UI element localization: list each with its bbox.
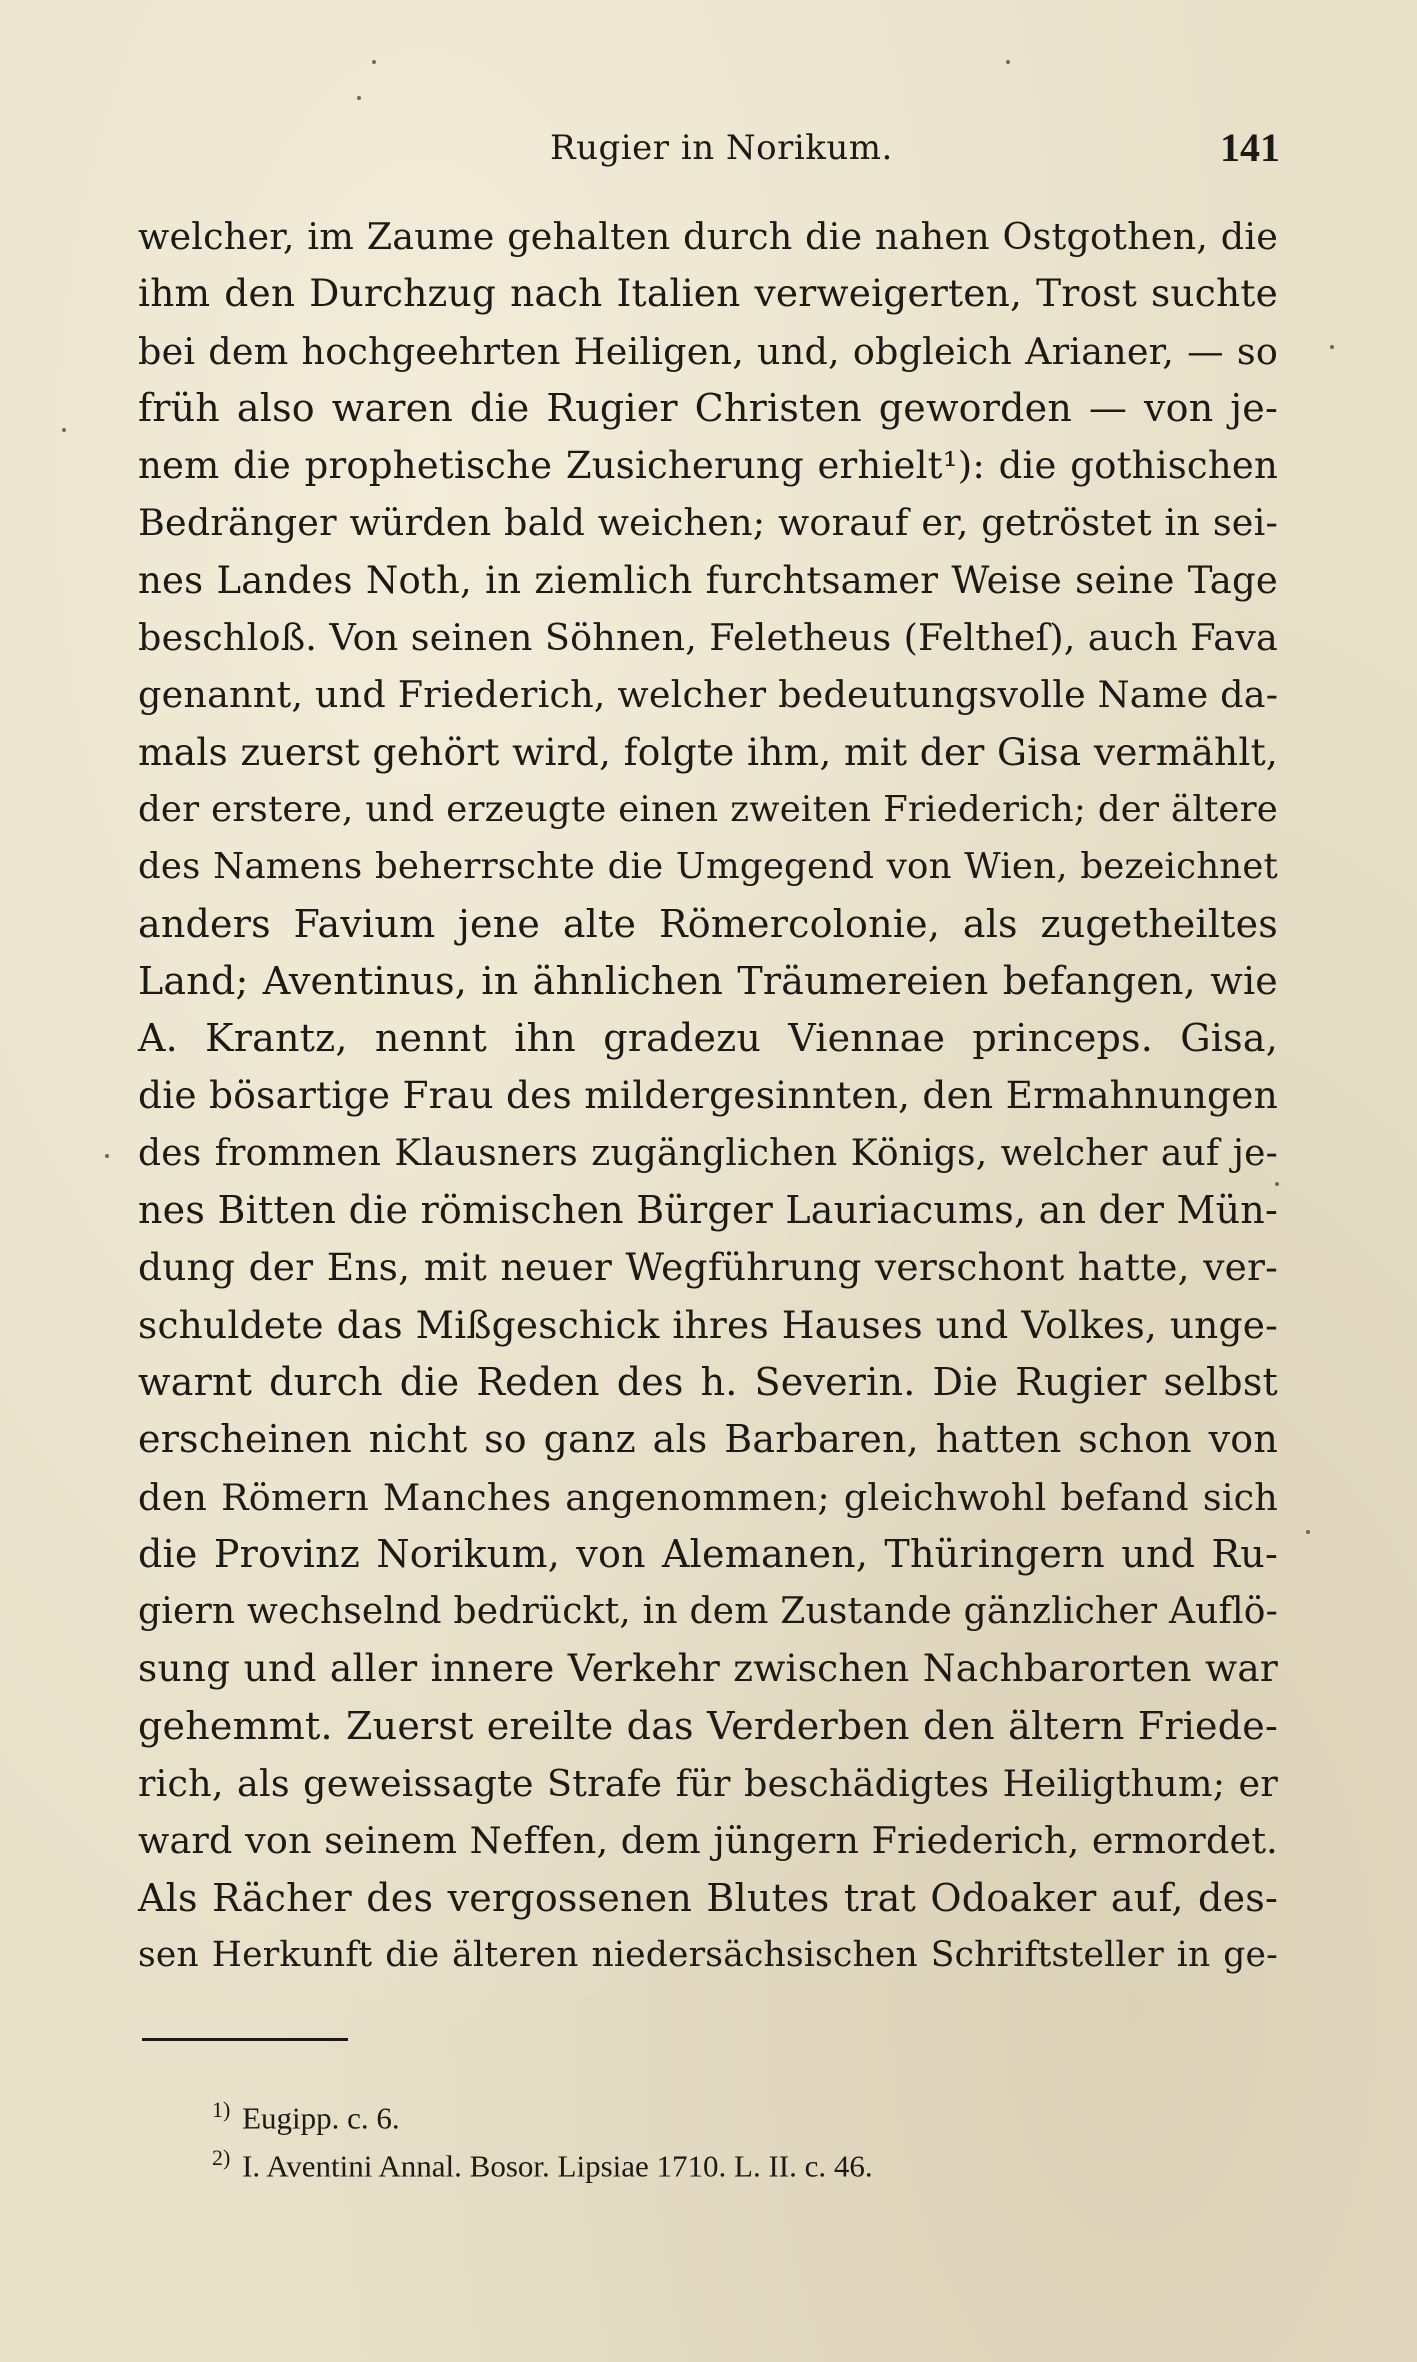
- footnotes: [212, 2086, 1212, 2182]
- text-line: nem die prophetische Zusicherung erhielt¹): die gothischen: [138, 444, 1278, 488]
- text-line: giern wechselnd bedrückt, in dem Zustande gänzlicher Auflö-: [138, 1591, 1278, 1633]
- text-line: schuldete das Mißgeschick ihres Hauses und Volkes, unge-: [138, 1302, 1278, 1347]
- text-line: dung der Ens, mit neuer Wegführung verschont hatte, ver-: [138, 1245, 1278, 1290]
- text-line: Land; Aventinus, in ähnlichen Träumereien befangen, wie: [138, 958, 1278, 1003]
- text-line: erscheinen nicht so ganz als Barbaren, hatten schon von: [138, 1417, 1278, 1462]
- text-line: gehemmt. Zuerst ereilte das Verderben den ältern Friede-: [138, 1703, 1278, 1748]
- footnote-text: I. Aventini Annal. Bosor. Lipsiae 1710. L. II. c. 46.: [242, 2148, 873, 2184]
- text-line: den Römern Manches angenommen; gleichwohl befand sich: [138, 1475, 1278, 1519]
- scan-speck: [1275, 1182, 1279, 1186]
- footnote: [212, 2086, 1212, 2134]
- text-line: ward von seinem Neffen, dem jüngern Friederich, ermordet.: [138, 1819, 1278, 1863]
- text-line: der erstere, und erzeugte einen zweiten Friederich; der ältere: [138, 788, 1278, 830]
- text-line: früh also waren die Rugier Christen geworden — von je-: [138, 385, 1278, 430]
- footnote-mark: 1): [212, 2097, 231, 2122]
- text-line: sung und aller innere Verkehr zwischen Nachbarorten war: [138, 1646, 1278, 1691]
- page-number: 141: [1220, 125, 1280, 170]
- scan-speck: [62, 428, 66, 432]
- footnote-rule: [142, 2038, 348, 2041]
- text-line: Als Rächer des vergossenen Blutes trat Odoaker auf, des-: [138, 1875, 1278, 1920]
- text-line: sen Herkunft die älteren niedersächsischen Schriftsteller in ge-: [138, 1934, 1278, 1975]
- body-text: [138, 208, 1278, 1984]
- text-line: warnt durch die Reden des h. Severin. Die Rugier selbst: [138, 1359, 1278, 1404]
- text-line: des Namens beherrschte die Umgegend von Wien, bezeichnet: [138, 846, 1278, 888]
- footnote: [212, 2134, 1212, 2182]
- text-line: Bedränger würden bald weichen; worauf er, getröstet in sei-: [138, 501, 1278, 545]
- footnote-mark: 2): [212, 2145, 231, 2170]
- scan-speck: [1306, 1530, 1310, 1534]
- text-line: ihm den Durchzug nach Italien verweigerten, Trost suchte: [138, 271, 1278, 316]
- running-title: Rugier in Norikum.: [550, 128, 893, 168]
- text-line: des frommen Klausners zugänglichen Königs, welcher auf je-: [138, 1132, 1278, 1174]
- text-line: mals zuerst gehört wird, folgte ihm, mit der Gisa vermählt,: [138, 729, 1278, 774]
- footnote-text: Eugipp. c. 6.: [242, 2100, 400, 2136]
- text-line: anders Favium jene alte Römercolonie, als zugetheiltes: [138, 901, 1278, 946]
- scan-speck: [1006, 60, 1010, 64]
- text-line: A. Krantz, nennt ihn gradezu Viennae princeps. Gisa,: [138, 1016, 1278, 1061]
- text-line: genannt, und Friederich, welcher bedeutungsvolle Name da-: [138, 673, 1279, 717]
- scan-speck: [105, 1154, 109, 1158]
- text-line: bei dem hochgeehrten Heiligen, und, obgleich Arianer, — so: [138, 329, 1278, 373]
- text-line: rich, als geweissagte Strafe für beschädigtes Heiligthum; er: [138, 1762, 1278, 1806]
- scan-speck: [1330, 345, 1334, 349]
- text-line: beschloß. Von seinen Söhnen, Feletheus (Feltheſ), auch Fava: [138, 616, 1278, 660]
- text-line: nes Bitten die römischen Bürger Lauriacums, an der Mün-: [138, 1188, 1278, 1233]
- page-header: [540, 125, 1280, 188]
- scan-speck: [372, 60, 376, 64]
- text-line: die bösartige Frau des mildergesinnten, den Ermahnungen: [138, 1073, 1278, 1118]
- scan-speck: [357, 96, 361, 100]
- text-line: nes Landes Noth, in ziemlich furchtsamer Weise seine Tage: [138, 558, 1278, 602]
- text-line: welcher, im Zaume gehalten durch die nahen Ostgothen, die: [138, 215, 1278, 258]
- text-line: die Provinz Norikum, von Alemanen, Thüringern und Ru-: [138, 1531, 1278, 1576]
